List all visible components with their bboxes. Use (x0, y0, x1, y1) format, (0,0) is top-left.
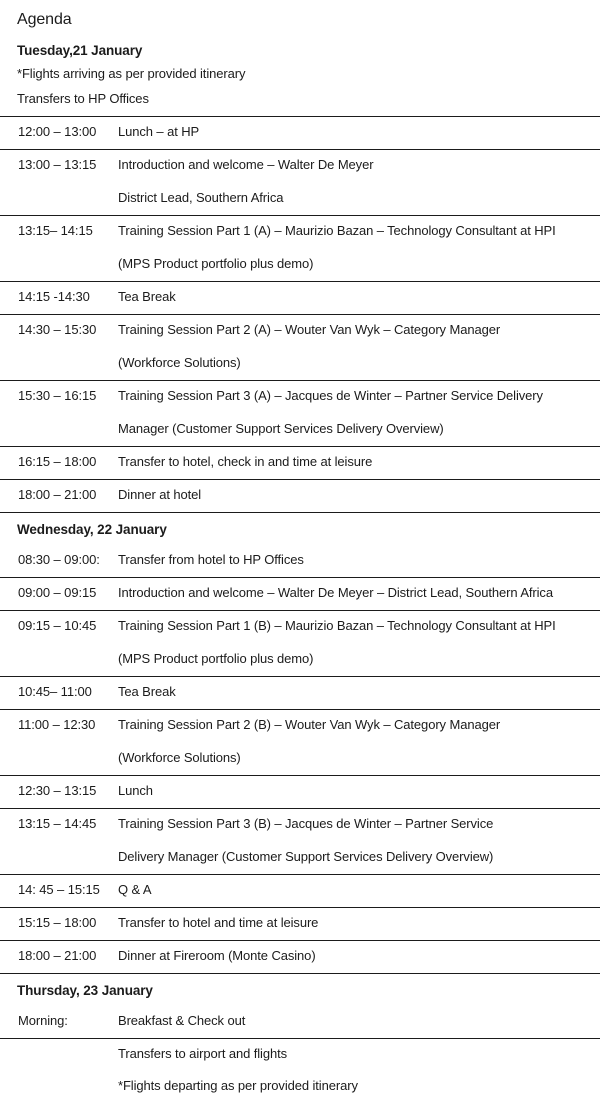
agenda-row (0, 315, 600, 381)
row-description (118, 1013, 600, 1029)
agenda-row (0, 875, 600, 908)
description-line: Training Session Part 2 (B) – Wouter Van Wyk – Category Manager (118, 717, 501, 732)
row-time: 12:00 – 13:00 (18, 124, 97, 139)
row-time: 14: 45 – 15:15 (18, 882, 100, 897)
day-header: Wednesday, 22 January (17, 522, 167, 537)
description-line: (MPS Product portfolio plus demo) (118, 651, 314, 666)
day-table (0, 545, 600, 974)
day-table (0, 116, 600, 513)
row-time: 16:15 – 18:00 (18, 454, 97, 469)
day-note: Transfers to HP Offices (17, 91, 149, 106)
row-time: 08:30 – 09:00: (18, 552, 100, 567)
row-description (118, 322, 600, 371)
row-time: 15:30 – 16:15 (18, 388, 97, 403)
description-line: (Workforce Solutions) (118, 355, 241, 370)
description-line: Transfer from hotel to HP Offices (118, 552, 304, 567)
description-line: Transfers to airport and flights (118, 1046, 288, 1061)
agenda-row (0, 1071, 600, 1103)
row-time: 09:00 – 09:15 (18, 585, 97, 600)
agenda-row (0, 941, 600, 974)
description-line: Training Session Part 2 (A) – Wouter Van Wyk – Category Manager (118, 322, 501, 337)
day-section (0, 29, 600, 513)
day-header: Tuesday,21 January (17, 43, 143, 58)
day-section (0, 513, 600, 974)
agenda-row (0, 282, 600, 315)
description-line: Transfer to hotel and time at leisure (118, 915, 319, 930)
row-time: 14:15 -14:30 (18, 289, 90, 304)
row-description (118, 1078, 600, 1094)
row-description (118, 915, 600, 931)
row-time: 13:15– 14:15 (18, 223, 93, 238)
description-line: Introduction and welcome – Walter De Meyer – District Lead, Southern Africa (118, 585, 553, 600)
agenda-row (0, 1039, 600, 1071)
description-line: Training Session Part 1 (A) – Maurizio Bazan – Technology Consultant at HPI (118, 223, 556, 238)
agenda-row (0, 908, 600, 941)
description-line: (Workforce Solutions) (118, 750, 241, 765)
description-line: Transfer to hotel, check in and time at leisure (118, 454, 373, 469)
description-line: District Lead, Southern Africa (118, 190, 284, 205)
page-title: Agenda (17, 11, 72, 28)
day-note: *Flights arriving as per provided itinerary (17, 66, 246, 81)
agenda-row (0, 809, 600, 875)
agenda-row (0, 1006, 600, 1039)
agenda-row (0, 216, 600, 282)
row-time: 18:00 – 21:00 (18, 487, 97, 502)
row-description (118, 816, 600, 865)
row-time: 18:00 – 21:00 (18, 948, 97, 963)
description-line: Tea Break (118, 684, 176, 699)
description-line: Breakfast & Check out (118, 1013, 246, 1028)
agenda-row (0, 578, 600, 611)
row-description (118, 717, 600, 766)
row-time: 10:45– 11:00 (18, 684, 92, 699)
description-line: Tea Break (118, 289, 176, 304)
row-time: 13:00 – 13:15 (18, 157, 97, 172)
description-line: Training Session Part 1 (B) – Maurizio Bazan – Technology Consultant at HPI (118, 618, 556, 633)
agenda-row (0, 480, 600, 513)
description-line: (MPS Product portfolio plus demo) (118, 256, 314, 271)
agenda-row (0, 150, 600, 216)
description-line: *Flights departing as per provided itinerary (118, 1078, 358, 1093)
day-section (0, 974, 600, 1103)
row-description (118, 618, 600, 667)
day-table (0, 1006, 600, 1103)
row-description (118, 487, 600, 503)
description-line: Lunch (118, 783, 153, 798)
agenda-row (0, 710, 600, 776)
row-time: 11:00 – 12:30 (18, 717, 96, 732)
row-description (118, 684, 600, 700)
row-description (118, 552, 600, 568)
row-time: 13:15 – 14:45 (18, 816, 97, 831)
row-description (118, 157, 600, 206)
row-time: 12:30 – 13:15 (18, 783, 97, 798)
description-line: Dinner at hotel (118, 487, 202, 502)
row-description (118, 783, 600, 799)
row-description (118, 882, 600, 898)
row-description (118, 223, 600, 272)
description-line: Introduction and welcome – Walter De Meyer (118, 157, 374, 172)
row-time: 14:30 – 15:30 (18, 322, 97, 337)
agenda-row (0, 776, 600, 809)
description-line: Lunch – at HP (118, 124, 200, 139)
row-description (118, 585, 600, 601)
row-description (118, 1046, 600, 1062)
row-description (118, 948, 600, 964)
agenda-row (0, 447, 600, 480)
agenda-row (0, 545, 600, 578)
row-description (118, 388, 600, 437)
description-line: Dinner at Fireroom (Monte Casino) (118, 948, 316, 963)
agenda-row (0, 117, 600, 150)
row-time: 15:15 – 18:00 (18, 915, 97, 930)
description-line: Delivery Manager (Customer Support Services Delivery Overview) (118, 849, 494, 864)
description-line: Training Session Part 3 (A) – Jacques de Winter – Partner Service Delivery (118, 388, 543, 403)
row-time: Morning: (18, 1013, 68, 1028)
agenda-row (0, 381, 600, 447)
row-description (118, 454, 600, 470)
day-header: Thursday, 23 January (17, 983, 153, 998)
description-line: Training Session Part 3 (B) – Jacques de Winter – Partner Service (118, 816, 494, 831)
row-time: 09:15 – 10:45 (18, 618, 97, 633)
agenda-row (0, 677, 600, 710)
row-description (118, 289, 600, 305)
description-line: Manager (Customer Support Services Delivery Overview) (118, 421, 444, 436)
agenda-days (0, 29, 600, 1103)
agenda-row (0, 611, 600, 677)
row-description (118, 124, 600, 140)
description-line: Q & A (118, 882, 152, 897)
